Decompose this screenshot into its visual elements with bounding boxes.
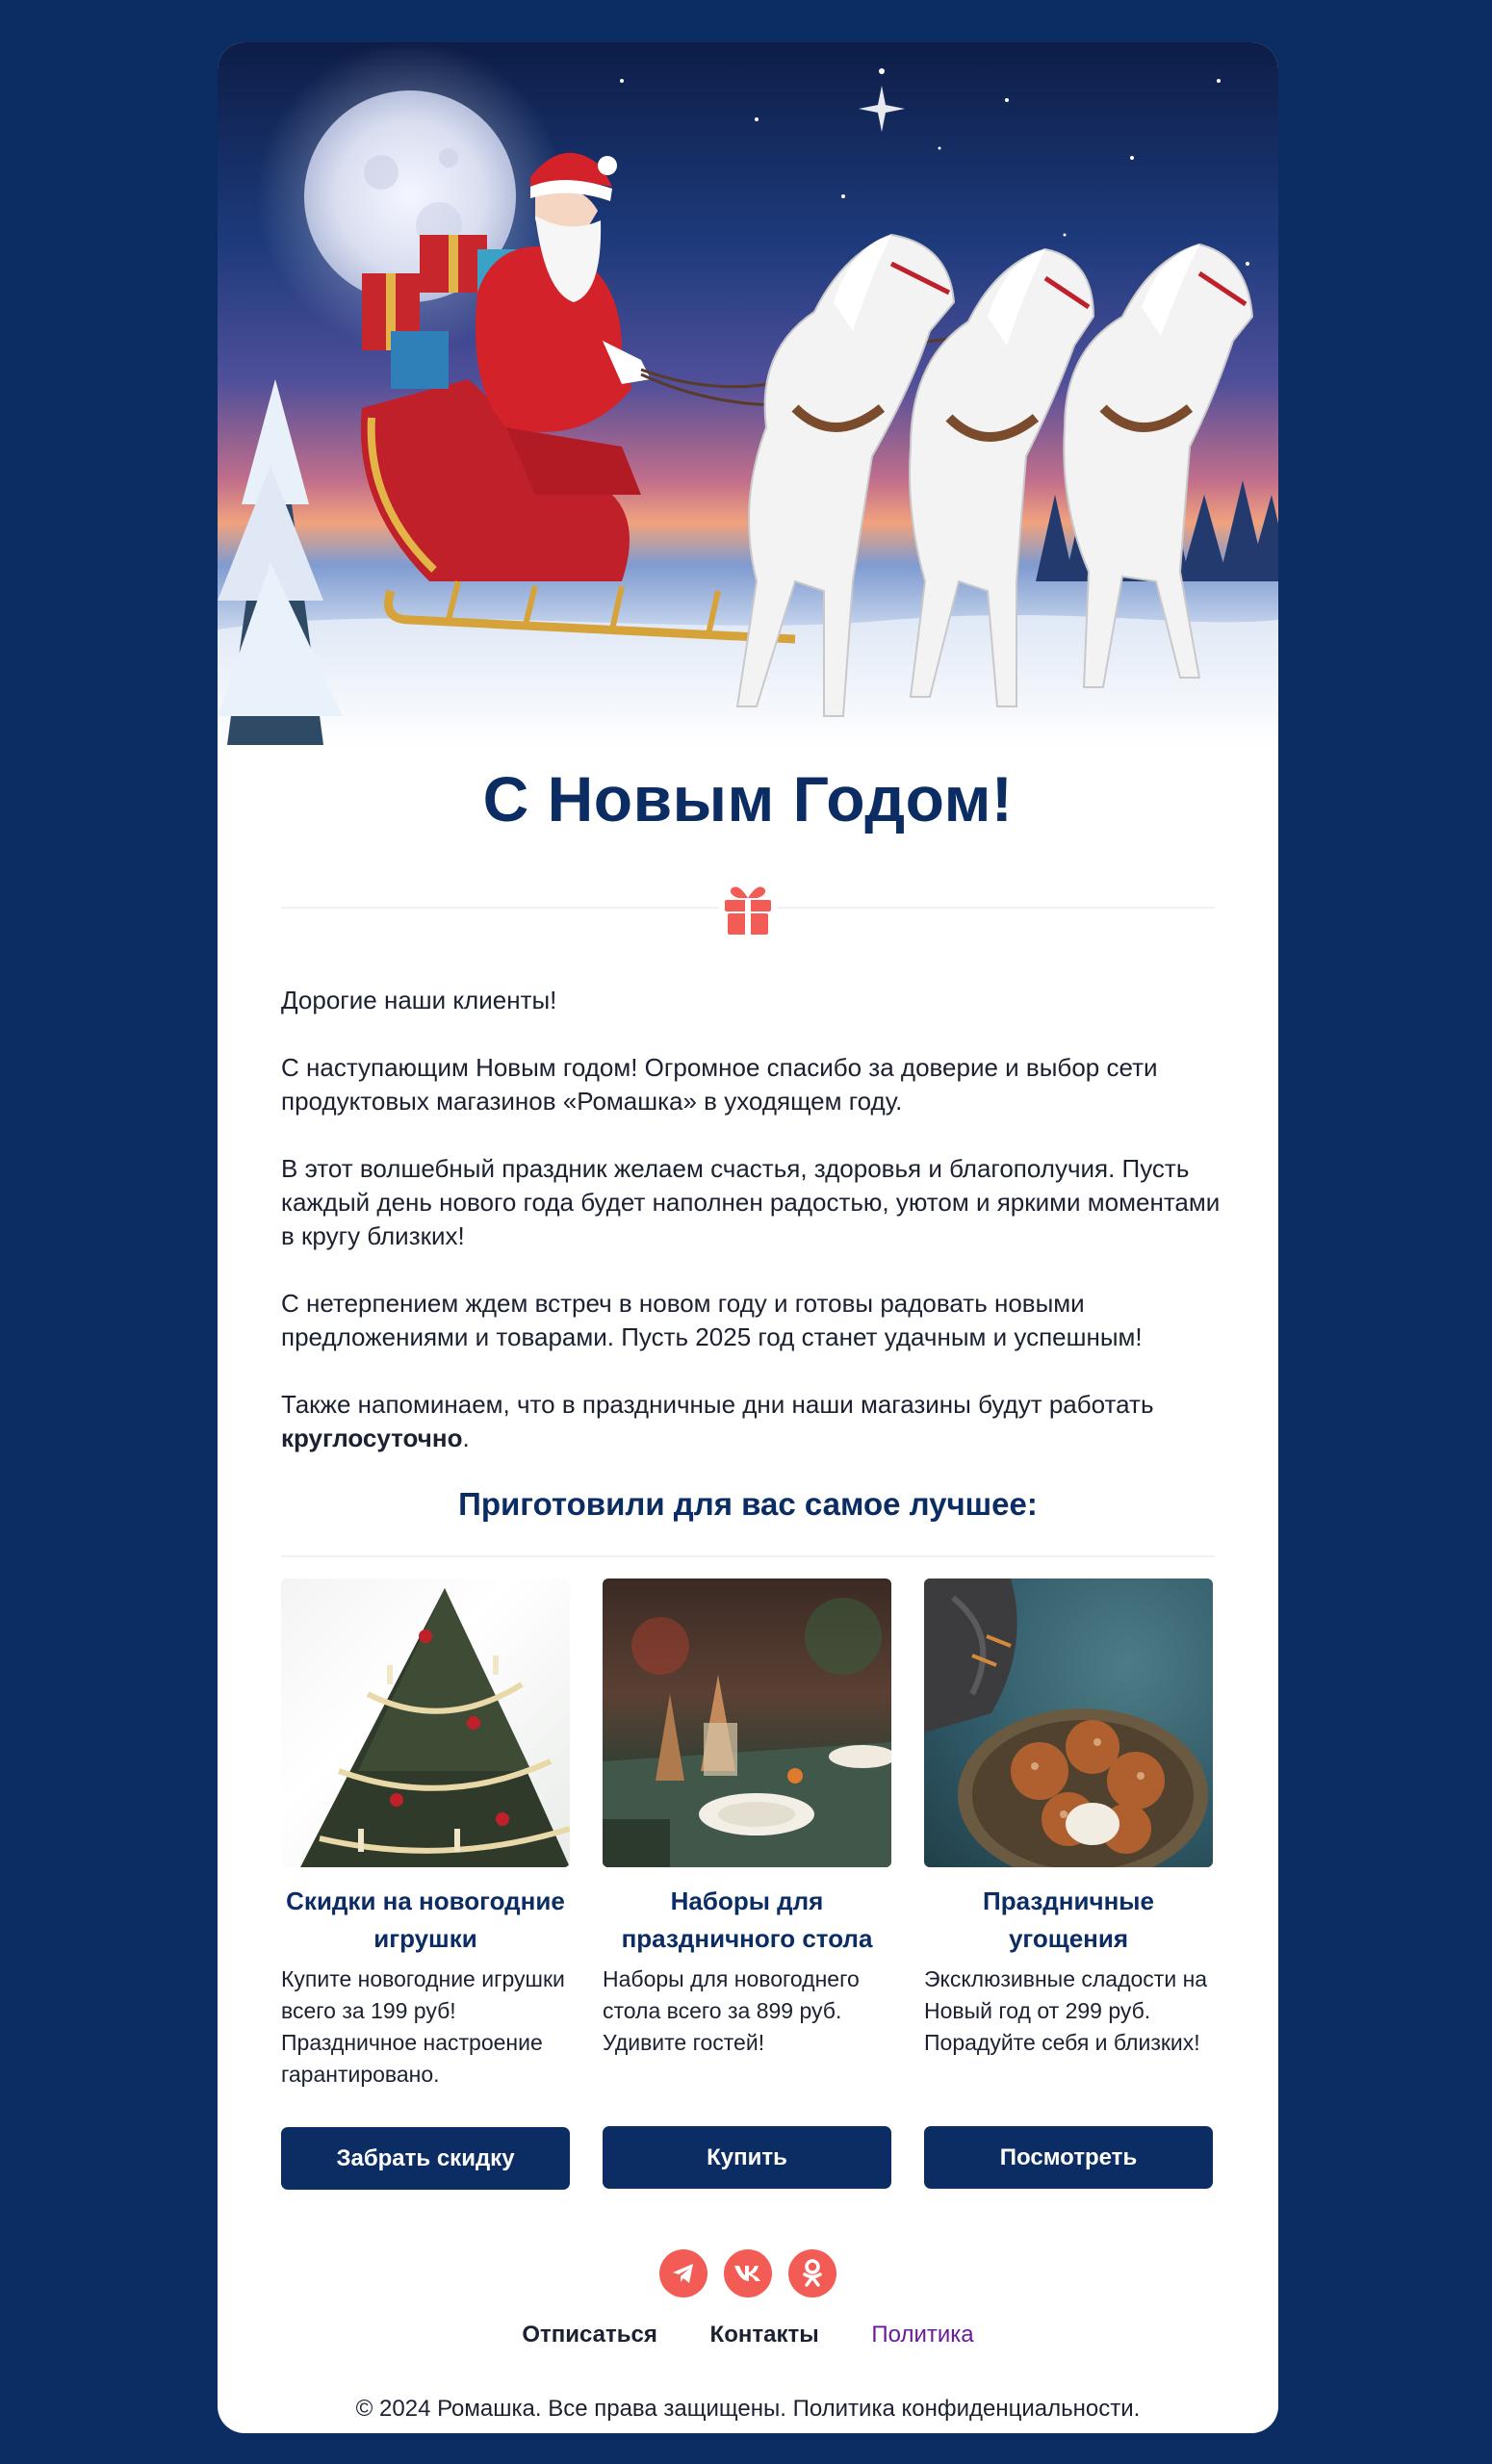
- paragraph-hours-text: Также напоминаем, что в праздничные дни наши магазины будут работать: [281, 1390, 1154, 1419]
- gift-icon: [719, 879, 777, 937]
- email-body: [281, 984, 1224, 1455]
- footer-links: [218, 2322, 1278, 2348]
- page-title: С Новым Годом!: [482, 763, 1014, 834]
- copyright-text: © 2024 Ромашка. Все права защищены. Политика конфиденциальности.: [355, 2396, 1141, 2422]
- product-description: Купите новогодние игрушки всего за 199 руб! Праздничное настроение гарантировано.: [281, 1966, 565, 2087]
- product-card: [924, 1578, 1213, 2059]
- vk-icon[interactable]: [724, 2249, 772, 2297]
- odnoklassniki-icon[interactable]: [788, 2249, 836, 2297]
- hero-illustration: [218, 42, 1278, 749]
- email-card: [218, 42, 1278, 2433]
- view-button[interactable]: Посмотреть: [924, 2126, 1213, 2189]
- product-title: Наборы для праздничного стола: [621, 1886, 873, 1953]
- contacts-link[interactable]: Контакты: [709, 2322, 819, 2348]
- policy-link[interactable]: Политика: [871, 2322, 974, 2348]
- paragraph-hours-bold: круглосуточно: [281, 1424, 463, 1452]
- holiday-table-photo[interactable]: [603, 1578, 891, 1867]
- product-title: Скидки на новогодние игрушки: [286, 1886, 565, 1953]
- product-card: [281, 1578, 570, 2091]
- greeting: Дорогие наши клиенты!: [281, 986, 557, 1014]
- paragraph-hours-end: .: [462, 1424, 470, 1452]
- paragraph-wishes: В этот волшебный праздник желаем счастья, здоровья и благополучия. Пусть каждый день нового года будет наполнен радостью, уютом и яркими моментами в кругу близких!: [281, 1154, 1221, 1250]
- product-description: Эксклюзивные сладости на Новый год от 299 руб. Порадуйте себя и близких!: [924, 1966, 1208, 2055]
- hero-image-santa-sleigh: [218, 42, 1278, 749]
- product-description: Наборы для новогоднего стола всего за 899 руб. Удивите гостей!: [603, 1966, 860, 2055]
- product-card: [603, 1578, 891, 2059]
- section-heading: Приготовили для вас самое лучшее:: [458, 1486, 1038, 1522]
- divider: [281, 1555, 1215, 1557]
- unsubscribe-link[interactable]: Отписаться: [522, 2322, 657, 2348]
- christmas-tree-photo[interactable]: [281, 1578, 570, 1867]
- gingerbread-cookies-photo[interactable]: [924, 1578, 1213, 1867]
- buy-button[interactable]: Купить: [603, 2126, 891, 2189]
- product-title: Праздничные угощения: [983, 1886, 1154, 1953]
- paragraph-meetings: С нетерпением ждем встреч в новом году и готовы радовать новыми предложениями и товарами. Пусть 2025 год станет удачным и успешным!: [281, 1289, 1143, 1351]
- telegram-icon[interactable]: [659, 2249, 707, 2297]
- paragraph-thanks: С наступающим Новым годом! Огромное спасибо за доверие и выбор сети продуктовых магазинов «Ромашка» в уходящем году.: [281, 1053, 1158, 1116]
- paragraph-hours: [281, 1388, 1224, 1455]
- get-discount-button[interactable]: Забрать скидку: [281, 2127, 570, 2190]
